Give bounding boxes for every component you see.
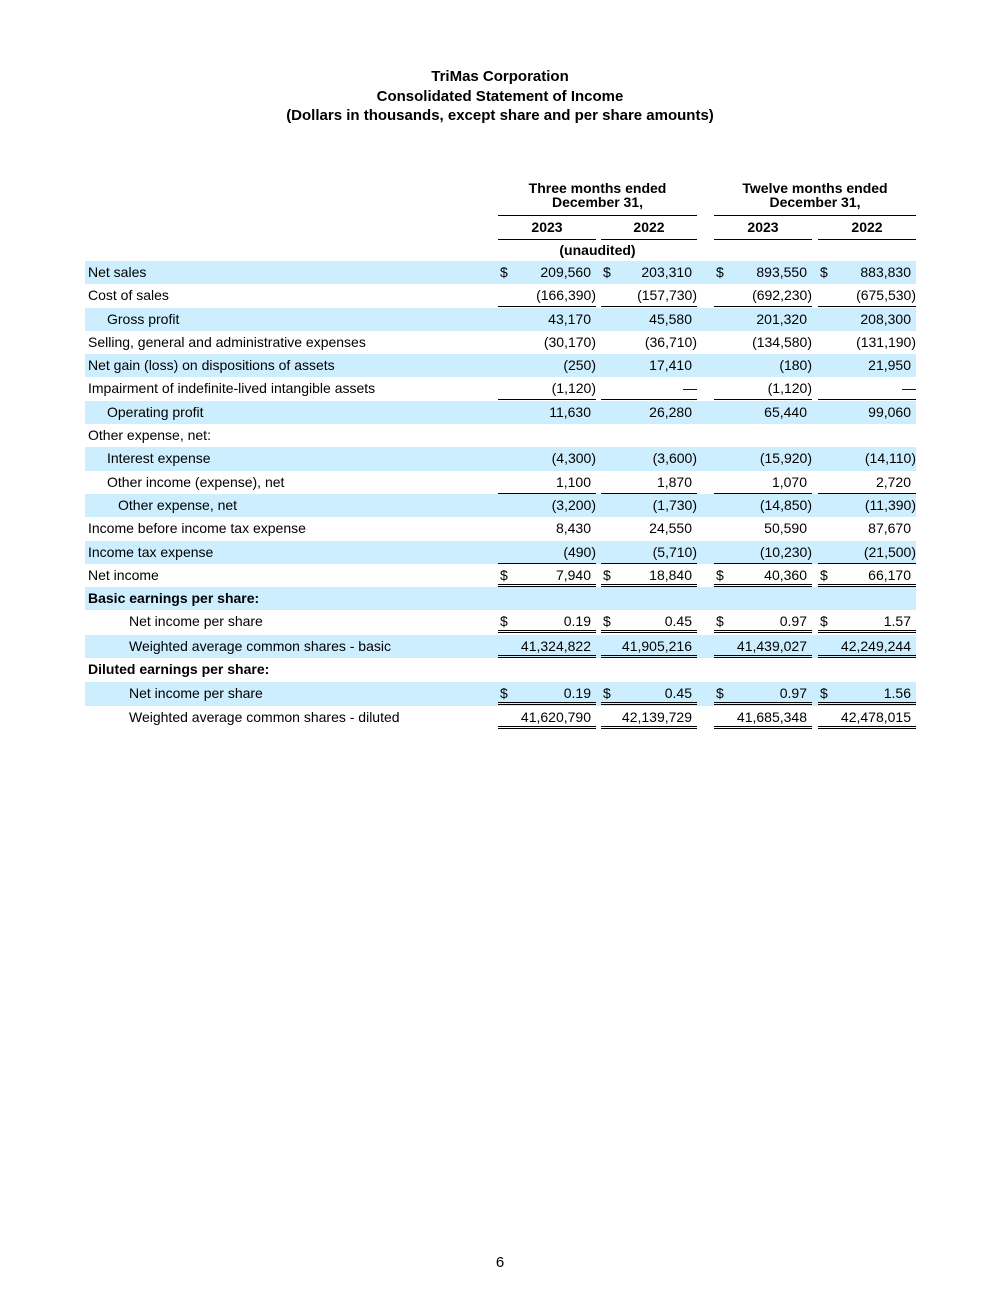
dollar-sign: $ [820, 613, 828, 630]
statement-rows [85, 261, 916, 729]
cell-value: 41,905,216 [621, 637, 692, 654]
cell-value: — [683, 380, 697, 397]
cell-value: (157,730) [637, 287, 697, 304]
cell-value: (1,120) [551, 380, 596, 397]
cell-value: (1,730) [652, 496, 697, 513]
value-cell [498, 447, 596, 470]
cell-value: 41,685,348 [736, 709, 807, 726]
value-cell [818, 284, 916, 307]
value-cell [601, 377, 697, 400]
value-cell [498, 308, 596, 331]
value-cell [818, 610, 916, 633]
cell-value: (14,110) [864, 450, 916, 467]
value-cell [601, 564, 697, 587]
cell-value: 209,560 [540, 264, 591, 280]
row-label: Net income per share [129, 613, 263, 630]
value-cell [714, 682, 812, 705]
value-cell [714, 635, 812, 658]
dollar-sign: $ [716, 566, 724, 583]
cell-value: 41,324,822 [520, 637, 591, 654]
cell-value: 1.56 [883, 684, 911, 701]
cell-value: (36,710) [644, 333, 697, 350]
table-row [85, 706, 916, 729]
cell-value: 18,840 [649, 566, 692, 583]
company-name: TriMas Corporation [431, 68, 569, 85]
value-cell [601, 471, 697, 494]
cell-value: 65,440 [764, 403, 807, 420]
value-cell [714, 706, 812, 729]
value-cell [601, 517, 697, 540]
value-cell [714, 471, 812, 494]
statement-title: Consolidated Statement of Income [376, 87, 624, 105]
cell-value: (250) [563, 357, 596, 374]
cell-value: 87,670 [868, 520, 911, 537]
statement-header [0, 67, 1000, 126]
value-cell [498, 541, 596, 564]
year-header: 2023 [498, 219, 596, 240]
table-row [85, 494, 916, 517]
cell-value: 1,870 [656, 473, 692, 490]
dollar-sign: $ [603, 684, 611, 701]
cell-value: (134,580) [752, 333, 812, 350]
dollar-sign: $ [500, 613, 508, 630]
cell-value: (3,200) [551, 496, 596, 513]
year-header: 2022 [601, 219, 697, 240]
value-cell [818, 308, 916, 331]
cell-value: 26,280 [649, 403, 692, 420]
value-cell [714, 377, 812, 400]
row-label: Income tax expense [88, 543, 214, 560]
table-row [85, 284, 916, 307]
row-label: Other expense, net: [88, 427, 211, 444]
table-row [85, 377, 916, 400]
value-cell [714, 331, 812, 354]
value-cell [714, 354, 812, 377]
value-cell [714, 261, 812, 284]
value-cell [498, 494, 596, 517]
cell-value: 1,070 [771, 473, 807, 490]
value-cell [818, 517, 916, 540]
value-cell [818, 354, 916, 377]
value-cell [498, 682, 596, 705]
table-row [85, 447, 916, 470]
row-label: Diluted earnings per share: [88, 661, 270, 678]
cell-value: 7,940 [555, 566, 591, 583]
row-label: Operating profit [107, 403, 204, 420]
cell-value: 50,590 [764, 520, 807, 537]
row-label: Net gain (loss) on dispositions of assets [88, 357, 335, 374]
cell-value: 0.19 [563, 684, 591, 701]
value-cell [601, 354, 697, 377]
cell-value: (4,300) [551, 450, 596, 467]
table-row [85, 331, 916, 354]
dollar-sign: $ [603, 613, 611, 630]
cell-value: 208,300 [860, 310, 911, 327]
dollar-sign: $ [820, 566, 828, 583]
value-cell [714, 541, 812, 564]
value-cell [498, 635, 596, 658]
table-row [85, 587, 916, 610]
row-label: Net income per share [129, 684, 263, 701]
row-label: Impairment of indefinite-lived intangible assets [88, 380, 376, 397]
value-cell [498, 331, 596, 354]
cell-value: 42,249,244 [840, 637, 911, 654]
twelve-months-header: Twelve months ended December 31, [714, 181, 916, 216]
value-cell [601, 261, 697, 284]
value-cell [818, 706, 916, 729]
table-row [85, 424, 916, 447]
value-cell [714, 610, 812, 633]
row-label: Basic earnings per share: [88, 590, 260, 607]
value-cell [601, 494, 697, 517]
value-cell [714, 308, 812, 331]
value-cell [818, 447, 916, 470]
dollar-sign: $ [500, 566, 508, 583]
value-cell [818, 494, 916, 517]
cell-value: 42,139,729 [621, 709, 692, 726]
cell-value: 40,360 [764, 566, 807, 583]
cell-value: (166,390) [536, 287, 596, 304]
dollar-sign: $ [603, 264, 611, 280]
cell-value: 17,410 [649, 357, 692, 374]
row-label: Income before income tax expense [88, 520, 306, 537]
cell-value: 201,320 [756, 310, 807, 327]
value-cell [601, 331, 697, 354]
dollar-sign: $ [716, 613, 724, 630]
row-label: Weighted average common shares - basic [129, 637, 391, 654]
value-cell [498, 284, 596, 307]
value-cell [498, 354, 596, 377]
value-cell [818, 401, 916, 424]
cell-value: 1,100 [555, 473, 591, 490]
dollar-sign: $ [603, 566, 611, 583]
cell-value: 1.57 [883, 613, 911, 630]
cell-value: — [902, 380, 916, 397]
value-cell [498, 471, 596, 494]
dollar-sign: $ [820, 684, 828, 701]
value-cell [818, 564, 916, 587]
table-row [85, 401, 916, 424]
cell-value: 42,478,015 [840, 709, 911, 726]
table-row [85, 541, 916, 564]
cell-value: 45,580 [649, 310, 692, 327]
value-cell [601, 401, 697, 424]
value-cell [601, 308, 697, 331]
cell-value: 66,170 [868, 566, 911, 583]
value-cell [818, 261, 916, 284]
value-cell [498, 610, 596, 633]
cell-value: 24,550 [649, 520, 692, 537]
value-cell [818, 471, 916, 494]
value-cell [601, 635, 697, 658]
table-row [85, 610, 916, 635]
value-cell [498, 564, 596, 587]
cell-value: (180) [779, 357, 812, 374]
page-number: 6 [495, 1254, 505, 1271]
value-cell [601, 284, 697, 307]
dollar-sign: $ [500, 264, 508, 280]
cell-value: 203,310 [641, 264, 692, 280]
table-row [85, 354, 916, 377]
row-label: Selling, general and administrative expenses [88, 333, 366, 350]
value-cell [818, 635, 916, 658]
cell-value: 8,430 [555, 520, 591, 537]
row-label: Weighted average common shares - diluted [129, 709, 400, 726]
dollar-sign: $ [820, 264, 828, 280]
table-row [85, 517, 916, 540]
cell-value: 21,950 [868, 357, 911, 374]
row-label: Gross profit [107, 310, 180, 327]
table-row [85, 308, 916, 331]
cell-value: (692,230) [752, 287, 812, 304]
table-row [85, 682, 916, 707]
value-cell [601, 447, 697, 470]
cell-value: (1,120) [767, 380, 812, 397]
year-header: 2022 [818, 219, 916, 240]
cell-value: (11,390) [864, 496, 916, 513]
value-cell [498, 706, 596, 729]
value-cell [714, 517, 812, 540]
value-cell [714, 284, 812, 307]
row-label: Interest expense [107, 450, 211, 467]
value-cell [714, 401, 812, 424]
table-row [85, 658, 916, 681]
value-cell [818, 377, 916, 400]
cell-value: 11,630 [549, 403, 591, 420]
cell-value: (10,230) [759, 543, 812, 560]
cell-value: 0.97 [779, 684, 807, 701]
row-label: Other expense, net [118, 496, 238, 513]
cell-value: (15,920) [759, 450, 812, 467]
row-label: Cost of sales [88, 287, 169, 304]
value-cell [498, 517, 596, 540]
value-cell [601, 610, 697, 633]
cell-value: 41,439,027 [736, 637, 807, 654]
table-row [85, 261, 916, 284]
dollar-sign: $ [716, 684, 724, 701]
value-cell [601, 541, 697, 564]
cell-value: (131,190) [856, 333, 916, 350]
cell-value: 41,620,790 [520, 709, 591, 726]
cell-value: (675,530) [856, 287, 916, 304]
value-cell [601, 706, 697, 729]
cell-value: (3,600) [652, 450, 697, 467]
table-row [85, 471, 916, 494]
cell-value: 0.45 [664, 684, 692, 701]
cell-value: 0.45 [664, 613, 692, 630]
value-cell [498, 377, 596, 400]
cell-value: 43,170 [548, 310, 591, 327]
row-label: Other income (expense), net [107, 473, 285, 490]
table-row [85, 564, 916, 587]
value-cell [714, 494, 812, 517]
row-label: Net sales [88, 264, 147, 280]
cell-value: (30,170) [543, 333, 596, 350]
value-cell [498, 261, 596, 284]
unaudited-label: (unaudited) [559, 242, 636, 258]
value-cell [818, 682, 916, 705]
three-months-header: Three months ended December 31, [498, 181, 697, 216]
year-header: 2023 [714, 219, 812, 240]
value-cell [818, 331, 916, 354]
units-note: (Dollars in thousands, except share and per share amounts) [286, 107, 714, 124]
cell-value: 99,060 [868, 403, 911, 420]
dollar-sign: $ [500, 684, 508, 701]
value-cell [714, 447, 812, 470]
value-cell [818, 541, 916, 564]
value-cell [498, 401, 596, 424]
cell-value: (14,850) [759, 496, 812, 513]
cell-value: 0.19 [563, 613, 591, 630]
value-cell [601, 682, 697, 705]
cell-value: 883,830 [860, 264, 911, 280]
cell-value: (490) [563, 543, 596, 560]
cell-value: 0.97 [779, 613, 807, 630]
cell-value: (5,710) [652, 543, 697, 560]
cell-value: (21,500) [863, 543, 916, 560]
value-cell [714, 564, 812, 587]
table-row [85, 635, 916, 658]
cell-value: 893,550 [756, 264, 807, 280]
dollar-sign: $ [716, 264, 724, 280]
cell-value: 2,720 [875, 473, 911, 490]
row-label: Net income [88, 566, 159, 583]
